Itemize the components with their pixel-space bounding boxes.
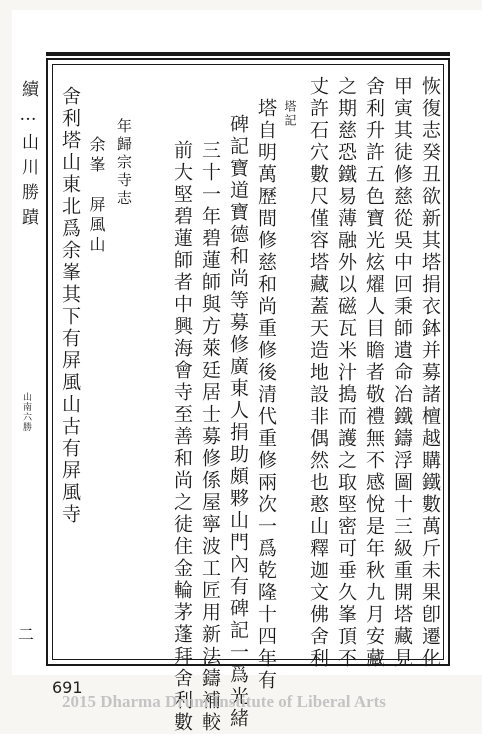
text-column-1: 恢復志癸丑欲新其塔捐衣鉢并募諸檀越購鐵數萬斤未果卽遷化: [419, 76, 441, 670]
page-number: 691: [52, 678, 83, 697]
section-heading: 余峯 屏風山: [87, 136, 106, 256]
text-column-2: 甲寅其徒修慈從吳中回秉師遺命冶鐵鑄浮圖十三級重開塔藏見: [391, 76, 413, 670]
top-rule: [46, 52, 450, 56]
text-column-6: 塔記: [283, 100, 297, 128]
text-column-4: 之期慈恐鐵易薄融外以磁瓦米汁搗而護之取堅密可垂久峯頂不: [335, 76, 357, 670]
running-head-subtitle: 山南六勝: [21, 392, 31, 432]
text-column-9: 三十一年碧蓮師與方萊廷居士募修係屋寧波工匠用新法鑄補較: [199, 140, 221, 734]
text-column-10: 前大堅碧蓮師者中興海會寺至善和尚之徒住金輪茅蓬拜舍利數: [171, 140, 193, 734]
page-mark: 二: [18, 625, 35, 644]
text-column-8: 碑記寶道寶德和尚等募修廣東人捐助頗夥山門內有碑記一爲光緒: [227, 114, 249, 730]
text-column-5: 丈許石穴數尺僅容塔藏蓋天造地設非偶然也憨山釋迦文佛舍利: [307, 76, 329, 670]
watermark: 2015 Dharma Drum Institute of Liberal Arts: [62, 692, 386, 711]
text-column-11: 年歸宗寺志: [115, 118, 133, 208]
running-head-title: 續…山川勝蹟: [18, 80, 38, 233]
text-column-3: 舍利升許五色寶光炫燿人目瞻者敬禮無不感悅是年秋九月安藏: [363, 76, 385, 670]
text-column-7: 塔自明萬歷間修慈和尚重修後清代重修兩次一爲乾隆十四年有: [255, 98, 277, 692]
text-column-13: 舍利塔山東北爲余峯其下有屏風山古有屏風寺: [59, 86, 81, 526]
